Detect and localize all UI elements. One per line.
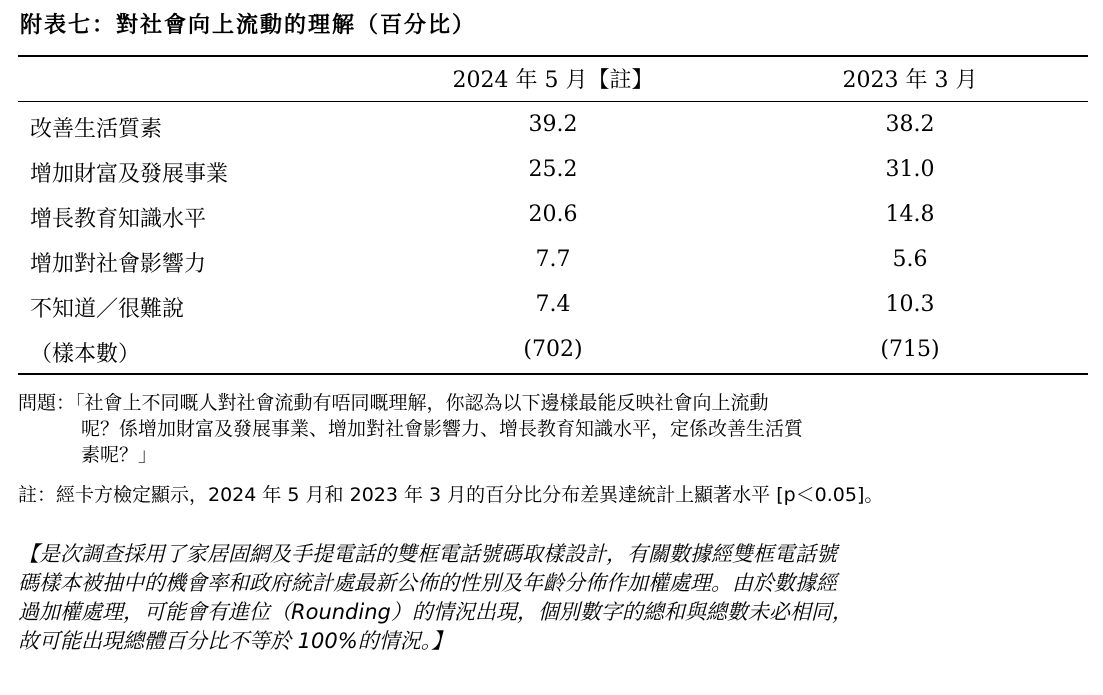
table-row [0, 292, 1103, 337]
column-header-2024: 2024 年 5 月【註】 [452, 68, 654, 93]
table-row [0, 247, 1103, 292]
value-2023: (715) [880, 337, 940, 362]
table-row [0, 202, 1103, 247]
row-label: 增加財富及發展事業 [30, 162, 229, 187]
value-2024: 7.4 [535, 292, 571, 317]
row-label: （樣本數） [30, 342, 141, 367]
table-row [0, 157, 1103, 202]
value-2023: 10.3 [885, 292, 935, 317]
value-2023: 5.6 [892, 247, 928, 272]
column-header-2023: 2023 年 3 月 [842, 68, 978, 93]
disclaimer-line: 【是次調查採用了家居固網及手提電話的雙框電話號碼取樣設計，有關數據經雙框電話號 [18, 542, 837, 566]
row-label: 不知道／很難說 [30, 297, 185, 322]
question-line: 呢？係增加財富及發展事業、增加對社會影響力、增長教育知識水平，定係改善生活質 [81, 418, 804, 440]
disclaimer-line: 過加權處理，可能會有進位（Rounding）的情況出現，個別數字的總和與總數未必相同， [18, 600, 853, 624]
value-2023: 38.2 [885, 112, 935, 137]
table-title: 附表七：對社會向上流動的理解（百分比） [20, 13, 477, 38]
table-row-sample-size [0, 337, 1103, 382]
table-header-rule [18, 101, 1088, 102]
value-2023: 14.8 [885, 202, 935, 227]
table-top-rule [18, 55, 1088, 57]
table-row [0, 112, 1103, 157]
value-2024: 25.2 [528, 157, 578, 182]
row-label: 增長教育知識水平 [30, 207, 207, 232]
value-2024: 39.2 [528, 112, 578, 137]
disclaimer-line: 碼樣本被抽中的機會率和政府統計處最新公佈的性別及年齡分佈作加權處理。由於數據經 [18, 571, 837, 595]
question-text [18, 390, 978, 468]
disclaimer-line: 故可能出現總體百分比不等於 100%的情況。】 [18, 629, 453, 653]
question-line: 問題：「社會上不同嘅人對社會流動有唔同嘅理解，你認為以下邊樣最能反映社會向上流動 [18, 392, 769, 414]
footnote: 註：經卡方檢定顯示，2024 年 5 月和 2023 年 3 月的百分比分布差異達統計上顯著水平 [p＜0.05]。 [18, 484, 884, 506]
row-label: 增加對社會影響力 [30, 252, 207, 277]
value-2023: 31.0 [885, 157, 935, 182]
row-label: 改善生活質素 [30, 117, 163, 142]
value-2024: (702) [523, 337, 583, 362]
question-line: 素呢？」 [81, 444, 158, 466]
value-2024: 7.7 [535, 247, 571, 272]
value-2024: 20.6 [528, 202, 578, 227]
table-bottom-rule [18, 373, 1088, 375]
weighting-disclaimer [18, 540, 1018, 656]
